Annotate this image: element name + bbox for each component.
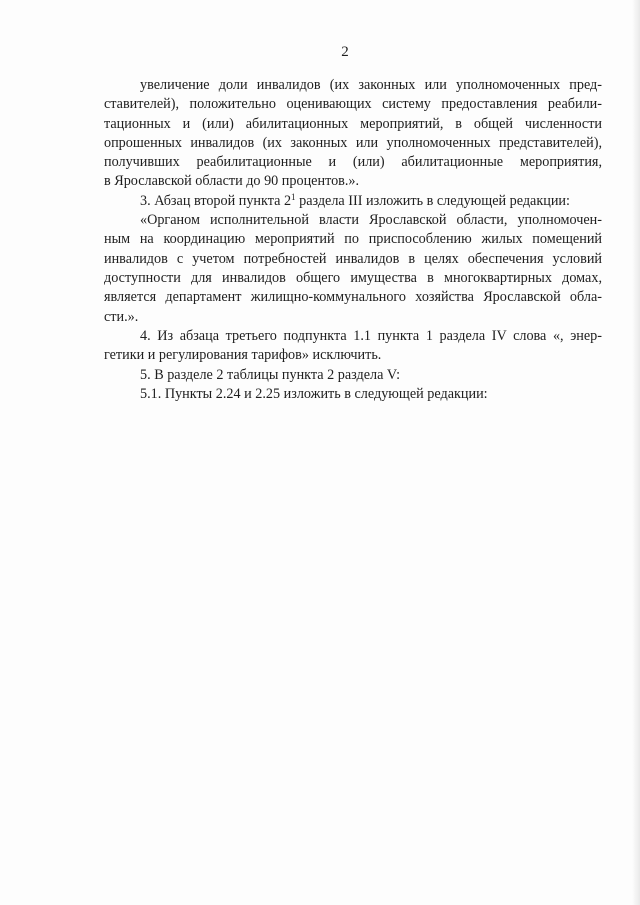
paragraph-rehabilitation-share xyxy=(104,76,602,192)
text-line: сти.». xyxy=(104,308,139,325)
item-3-text-start: 3. Абзац второй пункта 2 xyxy=(140,192,292,209)
text-line: доступности для инвалидов общего имущества в многоквартирных домах, xyxy=(104,269,602,286)
text-line: 4. Из абзаца третьего подпункта 1.1 пункта 1 раздела IV слова «, энер- xyxy=(140,327,602,344)
text-line: в Ярославской области до 90 процентов.». xyxy=(104,173,360,190)
text-line: ным на координацию мероприятий по приспособлению жилых помещений xyxy=(104,231,602,248)
paragraph-item-5 xyxy=(104,366,602,385)
item-3-text-end: раздела III изложить в следующей редакции: xyxy=(295,192,570,209)
text-line: гетики и регулирования тарифов» исключить. xyxy=(104,347,382,364)
paragraph-item-4 xyxy=(104,327,602,366)
text-line: тационных и (или) абилитационных мероприятий, в общей численности xyxy=(104,115,602,132)
text-line: ставителей), положительно оценивающих систему предоставления реабили- xyxy=(104,96,602,113)
text-line: увеличение доли инвалидов (их законных или уполномоченных пред- xyxy=(140,77,602,93)
text-line: опрошенных инвалидов (их законных или уполномоченных представителей), xyxy=(104,134,602,151)
text-line: 5. В разделе 2 таблицы пункта 2 раздела V: xyxy=(140,366,401,383)
text-line: 5.1. Пункты 2.24 и 2.25 изложить в следующей редакции: xyxy=(140,385,488,402)
superscript-marker: 1 xyxy=(291,191,296,202)
scan-edge-shadow xyxy=(632,0,640,905)
text-line: «Органом исполнительной власти Ярославской области, уполномочен- xyxy=(140,212,602,229)
paragraph-quoted-new-text xyxy=(104,211,602,327)
text-line xyxy=(104,192,602,211)
text-line: является департамент жилищно-коммунального хозяйства Ярославской обла- xyxy=(104,289,602,306)
text-line: инвалидов с учетом потребностей инвалидов в целях обеспечения условий xyxy=(104,250,602,267)
paragraph-item-5-1 xyxy=(104,385,602,404)
page-number: 2 xyxy=(341,44,349,60)
text-line: получивших реабилитационные и (или) абилитационные мероприятия, xyxy=(104,154,602,171)
paragraph-item-3 xyxy=(104,192,602,211)
